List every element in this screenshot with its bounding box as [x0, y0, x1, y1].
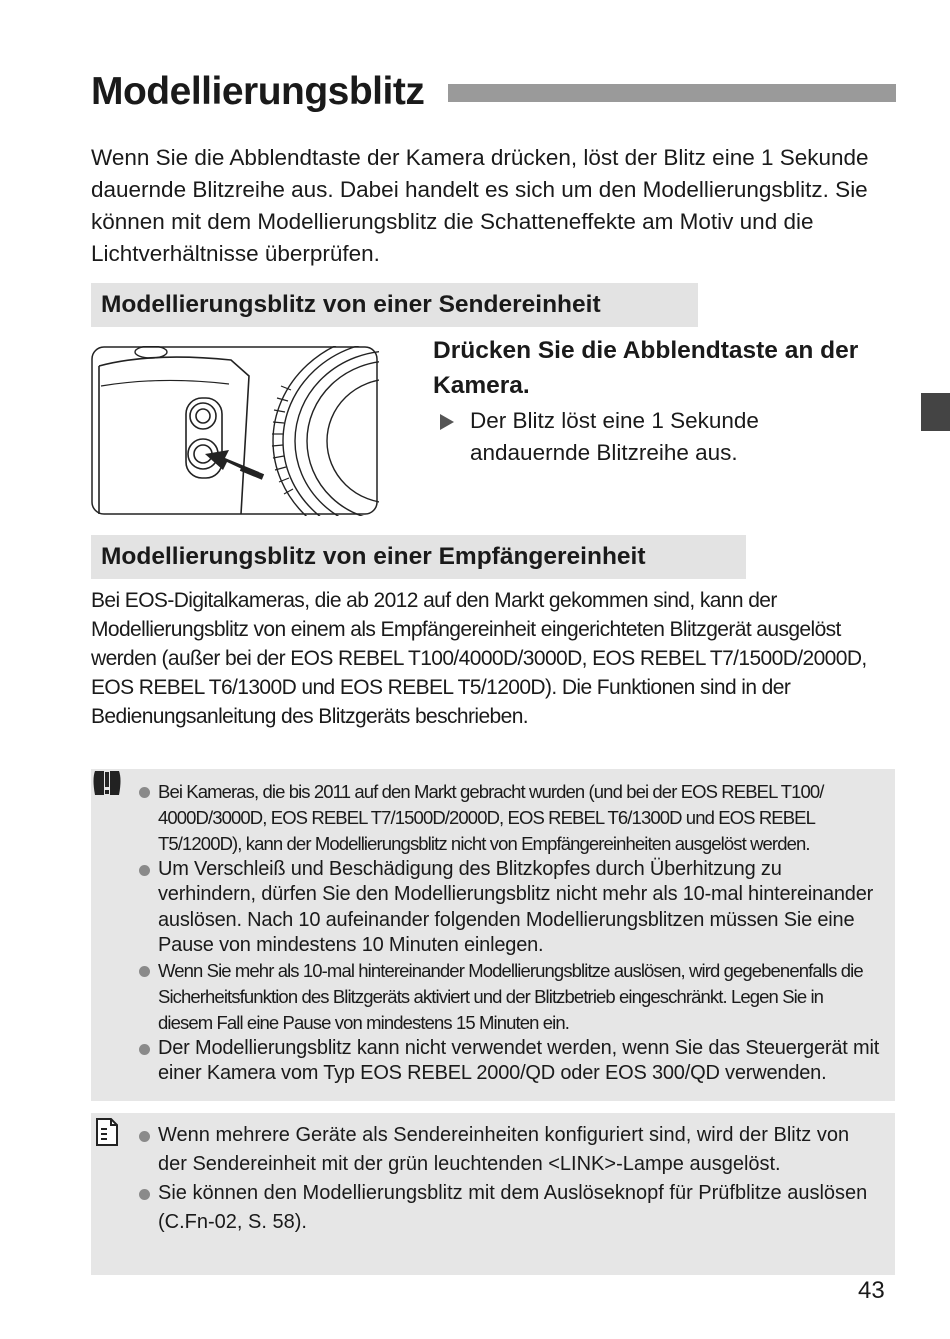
caution-box — [91, 769, 895, 1101]
chapter-tab-marker — [921, 393, 950, 431]
intro-paragraph: Wenn Sie die Abblendtaste der Kamera drücken, löst der Blitz eine 1 Sekunde dauernde Blitzreihe aus. Dabei handelt es sich um den Modellierungsblitz. Sie können mit dem Modellierungsblitz die Schatteneffekte am Motiv und die Lichtverhältnisse überprüfen. — [91, 145, 869, 266]
page-number: 43 — [858, 1277, 885, 1304]
step-instruction: Drücken Sie die Abblendtaste an der Kamera. — [433, 337, 859, 399]
step-result — [438, 405, 858, 469]
caution-item: Der Modellierungsblitz kann nicht verwendet werden, wenn Sie das Steuergerät mit einer Kamera vom Typ EOS REBEL 2000/QD oder EOS 300/QD verwenden. — [137, 1036, 881, 1087]
caution-icon — [91, 769, 123, 799]
section-heading-receiver: Modellierungsblitz von einer Empfängereinheit — [91, 535, 746, 579]
memo-list — [137, 1121, 881, 1237]
caution-item: Wenn Sie mehr als 10-mal hintereinander Modellierungsblitze auslösen, wird gegebenenfalls die Sicherheitsfunktion des Blitzgeräts aktiviert und der Blitzbetrieb eingeschränkt. Legen Sie in diesem Fall eine Pause von mindestens 15 Minuten ein. — [137, 958, 881, 1036]
camera-depth-of-field-button-illustration — [91, 346, 379, 516]
step-result-text: Der Blitz löst eine 1 Sekunde andauernde Blitzreihe aus. — [470, 408, 759, 465]
memo-item: Wenn mehrere Geräte als Sendereinheiten konfiguriert sind, wird der Blitz von der Sendereinheit mit der grün leuchtenden <LINK>-Lampe ausgelöst. — [137, 1121, 881, 1179]
result-arrow-icon — [438, 413, 456, 431]
receiver-paragraph: Bei EOS-Digitalkameras, die ab 2012 auf den Markt gekommen sind, kann der Modellierungsblitz von einem als Empfängereinheit eingerichteten Blitzgerät ausgelöst werden (außer bei der EOS REBEL T100/4000D/3000D, EOS REBEL T7/1500D/2000D, EOS REBEL T6/1300D und EOS REBEL T5/1200D). Die Funktionen sind in der Bedienungsanleitung des Blitzgeräts beschrieben. — [91, 589, 867, 728]
section-heading-sender: Modellierungsblitz von einer Sendereinheit — [91, 283, 698, 327]
title-rule — [448, 84, 896, 102]
caution-list — [137, 779, 881, 1087]
caution-item: Um Verschleiß und Beschädigung des Blitzkopfes durch Überhitzung zu verhindern, dürfen Sie den Modellierungsblitz nicht mehr als 10-mal hintereinander auslösen. Nach 10 aufeinander folgenden Modellierungsblitzen müssen Sie eine Pause von mindestens 10 Minuten einlegen. — [137, 857, 881, 958]
memo-item: Sie können den Modellierungsblitz mit dem Auslöseknopf für Prüfblitze auslösen (C.Fn-02, S. 58). — [137, 1179, 881, 1237]
memo-icon — [95, 1117, 119, 1147]
page-title: Modellierungsblitz — [91, 70, 425, 113]
caution-item: Bei Kameras, die bis 2011 auf den Markt gebracht wurden (und bei der EOS REBEL T100/ 4000D/3000D, EOS REBEL T7/1500D/2000D, EOS REBEL T6/1300D und EOS REBEL T5/1200D), kann der Modellierungsblitz nicht von Empfängereinheiten ausgelöst werden. — [137, 779, 881, 857]
memo-box — [91, 1113, 895, 1275]
